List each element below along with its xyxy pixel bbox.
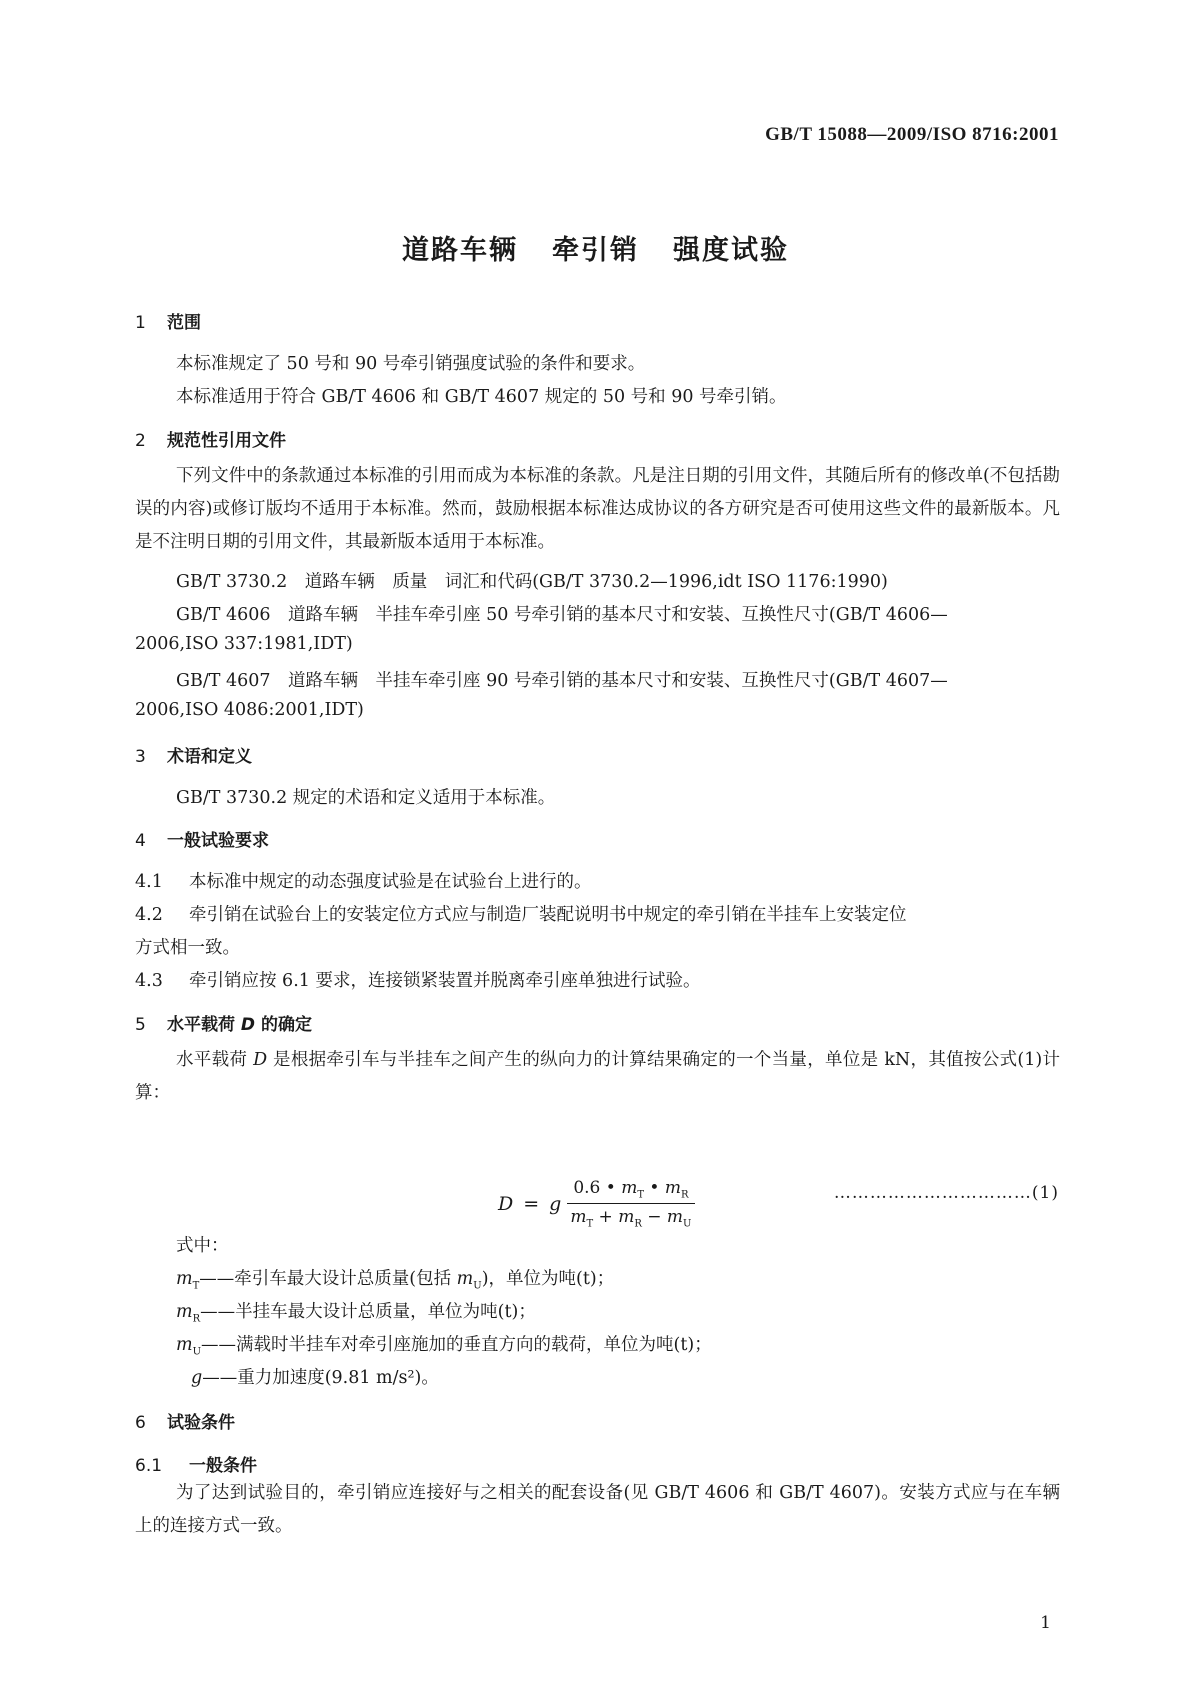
title-part-2: 牵引销	[552, 235, 639, 266]
subsection-6-1-heading: 6.1 一般条件	[135, 1456, 257, 1476]
s1-paragraph-1: 本标准规定了 50 号和 90 号牵引销强度试验的条件和要求。	[176, 354, 646, 374]
formula-equals: =	[523, 1192, 540, 1215]
s3-paragraph: GB/T 3730.2 规定的术语和定义适用于本标准。	[176, 788, 556, 808]
s1-paragraph-2: 本标准适用于符合 GB/T 4606 和 GB/T 4607 规定的 50 号和 90 号牵引销。	[176, 387, 787, 407]
title-part-3: 强度试验	[673, 235, 789, 266]
ref-gbt-4607-line2: 2006,ISO 4086:2001,IDT)	[135, 700, 364, 720]
section-3-heading: 3 术语和定义	[135, 747, 252, 767]
definition-mU: $m_U——$满载时半挂车对牵引座施加的垂直方向的载荷，单位为吨(t)；	[176, 1335, 712, 1358]
section-6-heading: 6 试验条件	[135, 1413, 235, 1433]
s6-1-paragraph: 为了达到试验目的，牵引销应连接好与之相关的配套设备(见 GB/T 4606 和 GB/T 4607)。安装方式应与在车辆上的连接方式一致。	[135, 1483, 1060, 1536]
definition-mT: $m_T——$牵引车最大设计总质量(包括 $m_U$)，单位为吨(t)；	[176, 1269, 615, 1292]
ref-gbt-3730-2: GB/T 3730.2 道路车辆 质量 词汇和代码(GB/T 3730.2—1996,idt ISO 1176:1990)	[176, 572, 888, 592]
formula-lhs: D	[498, 1192, 514, 1215]
where-label: 式中：	[176, 1236, 229, 1256]
document-title	[0, 228, 1191, 267]
ref-gbt-4607-line1: GB/T 4607 道路车辆 半挂车牵引座 90 号牵引销的基本尺寸和安装、互换性尺寸(GB/T 4607—	[176, 671, 948, 691]
section-5-heading: 5 水平载荷 D 的确定	[135, 1015, 312, 1035]
clause-4-2-line1: 4.2 牵引销在试验台上的安装定位方式应与制造厂装配说明书中规定的牵引销在半挂车上安装定位	[135, 905, 907, 925]
definition-mR: $m_R——$半挂车最大设计总质量，单位为吨(t)；	[176, 1302, 536, 1325]
equation-number: ……………………………(1)	[833, 1183, 1059, 1203]
standard-code: GB/T 15088—2009/ISO 8716:2001	[765, 124, 1059, 145]
clause-4-2-line2: 方式相一致。	[135, 938, 240, 958]
s2-intro-paragraph: 下列文件中的条款通过本标准的引用而成为本标准的条款。凡是注日期的引用文件，其随后所有的修改单(不包括勘误的内容)或修订版均不适用于本标准。然而，鼓励根据本标准达成协议的各方研究是否可使用这些文件的最新版本。凡是不注明日期的引用文件，其最新版本适用于本标准。	[135, 466, 1060, 552]
page-number: 1	[1040, 1613, 1051, 1633]
ref-gbt-4606-line2: 2006,ISO 337:1981,IDT)	[135, 634, 353, 654]
formula-fraction	[567, 1178, 694, 1230]
ref-gbt-4606-line1: GB/T 4606 道路车辆 半挂车牵引座 50 号牵引销的基本尺寸和安装、互换性尺寸(GB/T 4606—	[176, 605, 948, 625]
section-2-heading: 2 规范性引用文件	[135, 431, 286, 451]
section-4-heading: 4 一般试验要求	[135, 831, 269, 851]
definition-g: g——重力加速度(9.81 m/s²)。	[191, 1368, 439, 1388]
clause-4-1: 4.1 本标准中规定的动态强度试验是在试验台上进行的。	[135, 872, 592, 892]
formula-g: g	[549, 1192, 562, 1215]
formula-numerator: 0.6 • $m_T$ • $m_R$	[567, 1178, 694, 1204]
title-part-1: 道路车辆	[402, 235, 518, 266]
s5-paragraph: 水平载荷 D 是根据牵引车与半挂车之间产生的纵向力的计算结果确定的一个当量，单位是 kN，其值按公式(1)计算：	[135, 1050, 1060, 1103]
clause-4-3: 4.3 牵引销应按 6.1 要求，连接锁紧装置并脱离牵引座单独进行试验。	[135, 971, 701, 991]
formula-denominator: $m_T + m_R - m_U$	[570, 1207, 692, 1230]
section-1-heading: 1 范围	[135, 313, 201, 333]
formula-1	[498, 1178, 695, 1230]
